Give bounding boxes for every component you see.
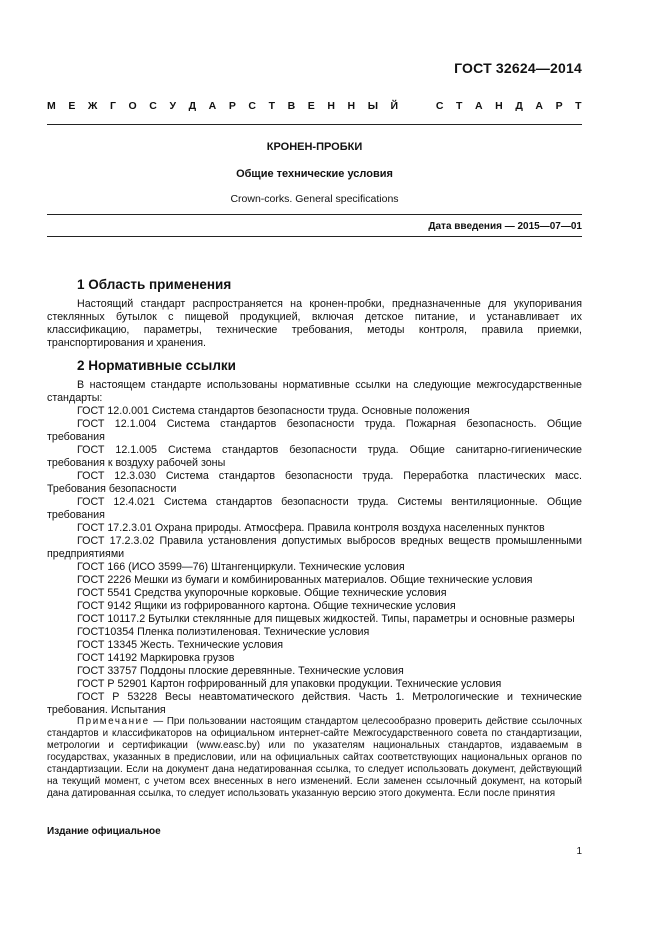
- english-title: Crown-corks. General specifications: [230, 193, 399, 205]
- banner-letter: А: [535, 100, 543, 112]
- header-rule: [47, 124, 582, 125]
- note-text: — При пользовании настоящим стандартом целесообразно проверить действие ссылочных стандартов и классификаторов на официальном интернет-сайте Межгосударственного совета по стандартизации, метрологии и сертификации (www.easc.by) или по указателям национальных стандартов, издаваемым в государствах, указанных в предисловии, или на официальных сайтах соответствующих национальных органов по стандартизации. Если на документ дана недатированная ссылка, то следует использовать документ, действующий на текущий момент, с учетом всех внесенных в него изменений. Если заменен ссылочный документ, на который дана датированная ссылка, то следует использовать указанную версию этого документа. Если после принятия: [47, 716, 582, 799]
- banner-letter: С: [435, 100, 444, 112]
- banner-letter: Т: [575, 100, 582, 112]
- reference-item: ГОСТ 12.0.001 Система стандартов безопасности труда. Основные положения: [77, 405, 470, 417]
- banner-letter: Н: [347, 100, 356, 112]
- banner-letter: А: [475, 100, 483, 112]
- reference-item: ГОСТ 33757 Поддоны плоские деревянные. Технические условия: [77, 665, 404, 677]
- reference-item: ГОСТ 12.1.005 Система стандартов безопасности труда. Общие санитарно-гигиенические требования к воздуху рабочей зоны: [47, 444, 582, 469]
- banner-letter: М: [47, 100, 56, 112]
- banner-letter: Т: [456, 100, 463, 112]
- banner-letter: С: [149, 100, 157, 112]
- banner-letter: О: [128, 100, 137, 112]
- reference-item: ГОСТ 166 (ИСО 3599—76) Штангенциркули. Технические условия: [77, 561, 405, 573]
- section-1-heading: 1 Область применения: [77, 277, 232, 292]
- banner-letter: В: [287, 100, 296, 112]
- official-edition-label: Издание официальное: [47, 826, 161, 837]
- reference-item: ГОСТ 13345 Жесть. Технические условия: [77, 639, 284, 651]
- document-subtitle: Общие технические условия: [236, 168, 393, 180]
- banner-letter: Д: [515, 100, 523, 112]
- introduction-date: Дата введения — 2015—07—01: [428, 221, 582, 232]
- reference-item: ГОСТ 14192 Маркировка грузов: [77, 652, 235, 664]
- reference-item: ГОСТ 10117.2 Бутылки стеклянные для пищевых жидкостей. Типы, параметры и основные размеры: [77, 613, 575, 625]
- banner-letter: Ж: [87, 100, 98, 112]
- interstate-standard-banner: [47, 100, 582, 112]
- title-rule: [47, 214, 582, 215]
- reference-item: ГОСТ Р 52901 Картон гофрированный для упаковки продукции. Технические условия: [77, 678, 502, 690]
- reference-list: [47, 405, 582, 717]
- banner-letter: Й: [390, 100, 399, 112]
- reference-item: ГОСТ Р 53228 Весы неавтоматического действия. Часть 1. Метрологические и технические требования. Испытания: [47, 691, 582, 716]
- date-rule: [47, 236, 582, 237]
- section-1-text: Настоящий стандарт распространяется на кронен-пробки, предназначенные для укупоривания стеклянных бутылок с пищевой продукцией, включая детское питание, и устанавливает их классификацию, параметры, технические требования, методы контроля, правила приемки, транспортирования и хранения.: [47, 298, 582, 349]
- reference-item: ГОСТ 9142 Ящики из гофрированного картона. Общие технические условия: [77, 600, 456, 612]
- banner-letter: Ы: [367, 100, 378, 112]
- banner-letter: Е: [68, 100, 76, 112]
- reference-item: ГОСТ 17.2.3.01 Охрана природы. Атмосфера. Правила контроля воздуха населенных пунктов: [77, 522, 545, 534]
- banner-letter: Е: [307, 100, 315, 112]
- document-title: КРОНЕН-ПРОБКИ: [266, 141, 363, 153]
- reference-item: ГОСТ 12.1.004 Система стандартов безопасности труда. Пожарная безопасность. Общие требования: [47, 418, 582, 443]
- banner-letter: С: [248, 100, 256, 112]
- reference-item: ГОСТ 2226 Мешки из бумаги и комбинированных материалов. Общие технические условия: [77, 574, 533, 586]
- reference-item: ГОСТ 12.4.021 Система стандартов безопасности труда. Системы вентиляционные. Общие требования: [47, 496, 582, 521]
- banner-letter: У: [169, 100, 176, 112]
- section-2-body: [47, 379, 582, 717]
- document-code: ГОСТ 32624—2014: [454, 60, 582, 76]
- banner-letter: Р: [555, 100, 563, 112]
- reference-item: ГОСТ 5541 Средства укупорочные корковые. Общие технические условия: [77, 587, 447, 599]
- note: [47, 716, 582, 800]
- reference-item: ГОСТ 12.3.030 Система стандартов безопасности труда. Переработка пластических масс. Требования безопасности: [47, 470, 582, 495]
- banner-letter: Н: [327, 100, 335, 112]
- reference-item: ГОСТ10354 Пленка полиэтиленовая. Технические условия: [77, 626, 370, 638]
- note-label: Примечание: [77, 716, 150, 727]
- banner-letter: Н: [495, 100, 503, 112]
- banner-letter: Р: [228, 100, 236, 112]
- section-2-intro: В настоящем стандарте использованы нормативные ссылки на следующие межгосударственные стандарты:: [47, 379, 582, 404]
- reference-item: ГОСТ 17.2.3.02 Правила установления допустимых выбросов вредных веществ промышленными предприятиями: [47, 535, 582, 560]
- page-number: 1: [576, 846, 582, 857]
- section-2-heading: 2 Нормативные ссылки: [77, 358, 236, 373]
- banner-letter: А: [208, 100, 217, 112]
- banner-letter: Т: [268, 100, 275, 112]
- banner-letter: Г: [110, 100, 116, 112]
- banner-letter: Д: [188, 100, 197, 112]
